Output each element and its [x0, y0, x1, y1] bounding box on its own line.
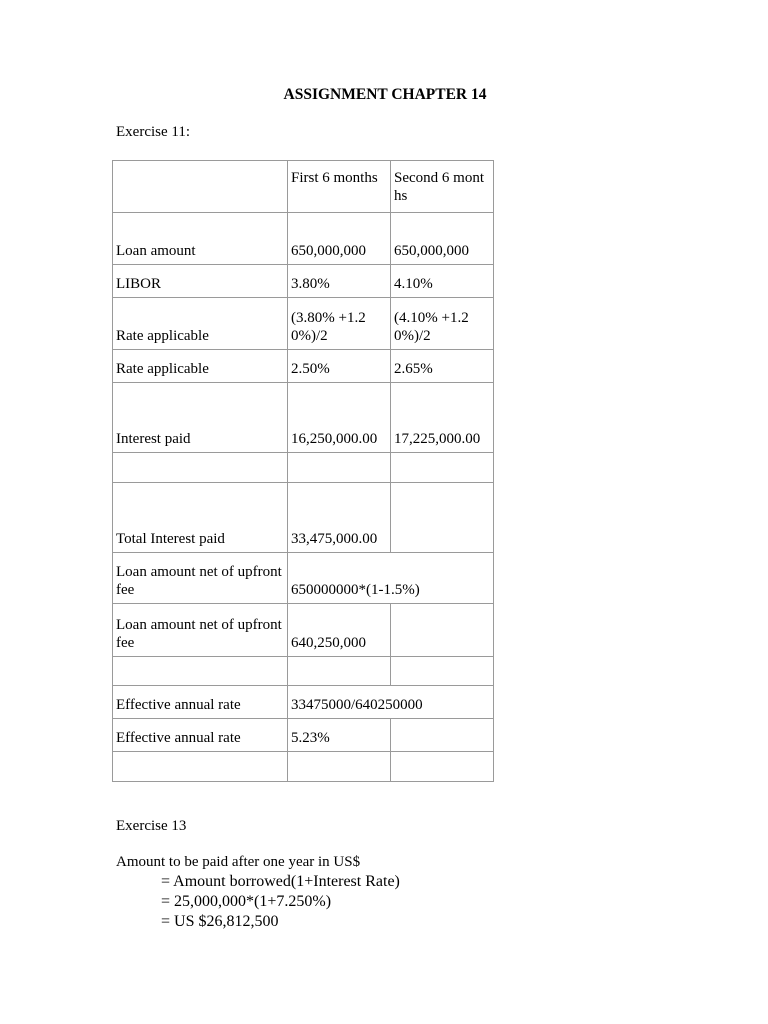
row-value-first: 33,475,000.00: [288, 483, 391, 553]
row-value-second: [391, 604, 494, 657]
row-label: [113, 657, 288, 686]
header-cell-label: [113, 161, 288, 213]
table-row: [113, 453, 494, 483]
row-label: Rate applicable: [113, 298, 288, 350]
table-row: [113, 752, 494, 782]
table-header-row: [113, 161, 494, 213]
table-row: [113, 657, 494, 686]
calc-line-result: = US $26,812,500: [161, 913, 279, 930]
exercise-13-calculation: [116, 852, 400, 932]
row-value-second: 4.10%: [391, 265, 494, 298]
row-label: Effective annual rate: [113, 686, 288, 719]
table-row: [113, 265, 494, 298]
row-value-first: 16,250,000.00: [288, 383, 391, 453]
row-value-first: [288, 752, 391, 782]
row-value-second: (4.10% +1.20%)/2: [391, 298, 494, 350]
table-row: [113, 686, 494, 719]
calc-line-formula: = Amount borrowed(1+Interest Rate): [161, 873, 400, 890]
row-value-merged: 650000000*(1-1.5%): [288, 553, 494, 604]
row-value-merged: 33475000/640250000: [288, 686, 494, 719]
header-cell-first-6-months: First 6 months: [288, 161, 391, 213]
row-value-first: 5.23%: [288, 719, 391, 752]
exercise-11-heading: Exercise 11:: [116, 124, 190, 140]
row-value-second: [391, 719, 494, 752]
row-value-second: 2.65%: [391, 350, 494, 383]
row-value-second: [391, 453, 494, 483]
table-row: [113, 213, 494, 265]
row-label: Interest paid: [113, 383, 288, 453]
header-cell-second-6-months: Second 6 months: [391, 161, 494, 213]
row-value-first: (3.80% +1.20%)/2: [288, 298, 391, 350]
table-row: [113, 604, 494, 657]
row-value-second: [391, 483, 494, 553]
row-value-second: 650,000,000: [391, 213, 494, 265]
table-row: [113, 350, 494, 383]
row-value-first: 3.80%: [288, 265, 391, 298]
row-value-first: [288, 657, 391, 686]
row-value-second: [391, 752, 494, 782]
table-row: [113, 483, 494, 553]
exercise-11-table: [112, 160, 494, 782]
calc-line-intro: Amount to be paid after one year in US$: [116, 854, 361, 870]
exercise-13-heading: Exercise 13: [116, 818, 187, 834]
row-value-first: [288, 453, 391, 483]
row-label: Rate applicable: [113, 350, 288, 383]
table-row: [113, 383, 494, 453]
row-value-second: [391, 657, 494, 686]
row-label: Effective annual rate: [113, 719, 288, 752]
row-label: Loan amount net of upfront fee: [113, 604, 288, 657]
row-label: [113, 453, 288, 483]
row-value-first: 650,000,000: [288, 213, 391, 265]
table-row: [113, 553, 494, 604]
row-label: LIBOR: [113, 265, 288, 298]
page-title: ASSIGNMENT CHAPTER 14: [283, 86, 487, 103]
row-value-second: 17,225,000.00: [391, 383, 494, 453]
row-value-first: 640,250,000: [288, 604, 391, 657]
table-row: [113, 298, 494, 350]
table-row: [113, 719, 494, 752]
row-label: Loan amount net of upfront fee: [113, 553, 288, 604]
row-label: Total Interest paid: [113, 483, 288, 553]
row-label: [113, 752, 288, 782]
row-label: Loan amount: [113, 213, 288, 265]
calc-line-substitution: = 25,000,000*(1+7.250%): [161, 893, 332, 910]
row-value-first: 2.50%: [288, 350, 391, 383]
